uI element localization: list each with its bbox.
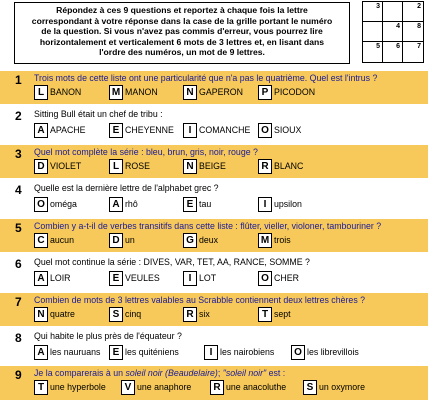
option-letter[interactable]: N xyxy=(183,159,197,174)
question-number: 8 xyxy=(15,331,22,345)
option-letter[interactable]: P xyxy=(258,85,272,100)
option-letter[interactable]: L xyxy=(109,159,123,174)
question-text-part: ; xyxy=(217,368,223,378)
question-text: Combien de mots de 3 lettres valables au Scrabble contiennent deux lettres chères ? xyxy=(34,295,366,305)
grid-cell[interactable]: 3 xyxy=(363,2,383,22)
option-letter[interactable]: I xyxy=(183,271,197,286)
option-letter[interactable]: S xyxy=(303,380,317,395)
option-text: APACHE xyxy=(50,125,86,135)
grid-cell[interactable]: 7 xyxy=(417,43,421,50)
question-2 xyxy=(0,107,428,142)
option-letter[interactable]: V xyxy=(121,380,135,395)
option-letter[interactable]: A xyxy=(34,271,48,286)
option-letter[interactable]: M xyxy=(258,233,272,248)
option-letter[interactable]: I xyxy=(204,345,218,360)
option-text: SIOUX xyxy=(274,125,302,135)
option-letter[interactable]: T xyxy=(258,307,272,322)
question-text: Trois mots de cette liste ont une particularité que n'a pas le quatrième. Quel est l'intrus ? xyxy=(34,73,378,83)
question-text xyxy=(34,368,285,378)
option-letter[interactable]: C xyxy=(34,233,48,248)
grid-cell[interactable]: 2 xyxy=(403,2,423,22)
option-letter[interactable]: A xyxy=(109,197,123,212)
option-text: BANON xyxy=(50,87,82,97)
option-text: cinq xyxy=(125,309,142,319)
option-letter[interactable]: S xyxy=(109,307,123,322)
option-text: un oxymore xyxy=(319,382,365,392)
question-number: 5 xyxy=(15,221,22,235)
option-text: une hyperbole xyxy=(50,382,106,392)
option-text: upsilon xyxy=(274,199,302,209)
question-text-part: est : xyxy=(266,368,286,378)
question-text: Quel mot complète la série : bleu, brun, gris, noir, rouge ? xyxy=(34,147,258,157)
question-6 xyxy=(0,255,428,290)
option-text: LOIR xyxy=(50,273,71,283)
question-4 xyxy=(0,181,428,216)
option-letter[interactable]: O xyxy=(258,123,272,138)
option-text: MANON xyxy=(125,87,158,97)
option-letter[interactable]: E xyxy=(109,123,123,138)
grid-cell[interactable]: 8 xyxy=(403,22,423,42)
option-text: une anacoluthe xyxy=(226,382,287,392)
option-text: VIOLET xyxy=(50,161,82,171)
option-text: aucun xyxy=(50,235,74,245)
option-text: ROSE xyxy=(125,161,150,171)
question-7 xyxy=(0,293,428,326)
option-text: les quiténiens xyxy=(125,347,179,357)
option-text: GAPERON xyxy=(199,87,243,97)
option-letter[interactable]: O xyxy=(291,345,305,360)
option-text: tau xyxy=(199,199,212,209)
option-text: sept xyxy=(274,309,291,319)
option-text: deux xyxy=(199,235,219,245)
option-letter[interactable]: D xyxy=(109,233,123,248)
option-text: CHER xyxy=(274,273,299,283)
question-number: 9 xyxy=(15,368,22,382)
question-text: Quelle est la dernière lettre de l'alphabet grec ? xyxy=(34,183,219,193)
option-text: BLANC xyxy=(274,161,304,171)
grid-cell[interactable]: 4 xyxy=(383,22,403,42)
question-number: 7 xyxy=(15,295,22,309)
option-letter[interactable]: I xyxy=(258,197,272,212)
question-text: Combien y a-t-il de verbes transitifs dans cette liste : flûter, vieller, violoner, tambouriner ? xyxy=(34,221,382,231)
option-letter[interactable]: R xyxy=(183,307,197,322)
option-text: oméga xyxy=(50,199,77,209)
question-1 xyxy=(0,71,428,104)
option-letter[interactable]: E xyxy=(109,345,123,360)
option-letter[interactable]: I xyxy=(183,123,197,138)
option-letter[interactable]: E xyxy=(109,271,123,286)
question-text: Quel mot continue la série : DIVES, VAR, TET, AA, RANCE, SOMME ? xyxy=(34,257,310,267)
option-text: un xyxy=(125,235,135,245)
answer-grid[interactable] xyxy=(362,1,424,63)
question-number: 4 xyxy=(15,183,22,197)
grid-cell[interactable]: 5 xyxy=(363,42,383,62)
grid-cell[interactable]: 6 xyxy=(383,42,403,62)
option-text: une anaphore xyxy=(137,382,192,392)
option-text: six xyxy=(199,309,210,319)
option-text: les nairobiens xyxy=(220,347,275,357)
instructions-line: Répondez à ces 9 questions et reportez à chaque fois la lettre xyxy=(56,5,308,15)
option-letter[interactable]: O xyxy=(258,271,272,286)
instructions-line: correspondant à votre réponse dans la case de la grille portant le numéro xyxy=(31,15,333,26)
option-letter[interactable]: N xyxy=(183,85,197,100)
question-8 xyxy=(0,329,428,364)
option-letter[interactable]: O xyxy=(34,197,48,212)
option-text: COMANCHE xyxy=(199,125,251,135)
option-letter[interactable]: E xyxy=(183,197,197,212)
option-letter[interactable]: A xyxy=(34,345,48,360)
option-text: quatre xyxy=(50,309,75,319)
question-number: 6 xyxy=(15,257,22,271)
option-letter[interactable]: N xyxy=(34,307,48,322)
option-text: BEIGE xyxy=(199,161,226,171)
option-letter[interactable]: R xyxy=(258,159,272,174)
option-letter[interactable]: M xyxy=(109,85,123,100)
option-text: CHEYENNE xyxy=(125,125,174,135)
option-letter[interactable]: D xyxy=(34,159,48,174)
option-letter[interactable]: L xyxy=(34,85,48,100)
question-text: Sitting Bull était un chef de tribu : xyxy=(34,109,163,119)
option-letter[interactable]: T xyxy=(34,380,48,395)
instructions-line: horizontalement et verticalement 6 mots de 3 lettres et, en lisant dans xyxy=(39,36,325,47)
question-9 xyxy=(0,366,428,400)
option-text: PICODON xyxy=(274,87,316,97)
question-text-part: Je la comparerais à un xyxy=(34,368,126,378)
question-5 xyxy=(0,219,428,252)
option-text: les librevillois xyxy=(307,347,359,357)
option-text: LOT xyxy=(199,273,217,283)
option-letter[interactable]: G xyxy=(183,233,197,248)
option-text: trois xyxy=(274,235,291,245)
instructions-line: l'ordre des numéros, un mot de 9 lettres. xyxy=(99,47,265,58)
grid-cell[interactable] xyxy=(383,2,403,22)
instructions-line: de la question. Si vous n'avez pas commis d'erreur, vous pourrez lire xyxy=(41,26,323,37)
grid-cell[interactable] xyxy=(363,22,383,42)
option-text: VEULES xyxy=(125,273,160,283)
question-text-emphasis: "soleil noir" xyxy=(222,368,267,378)
header xyxy=(0,0,428,66)
option-text: rhô xyxy=(125,199,138,209)
option-letter[interactable]: R xyxy=(210,380,224,395)
question-number: 1 xyxy=(15,73,22,87)
question-text-emphasis: soleil noir (Beaudelaire) xyxy=(125,368,218,378)
question-number: 3 xyxy=(15,147,22,161)
question-3 xyxy=(0,145,428,178)
option-text: les nauruans xyxy=(50,347,101,357)
question-text: Qui habite le plus près de l'équateur ? xyxy=(34,331,182,341)
question-number: 2 xyxy=(15,109,22,123)
instructions-box xyxy=(14,2,350,64)
option-letter[interactable]: A xyxy=(34,123,48,138)
